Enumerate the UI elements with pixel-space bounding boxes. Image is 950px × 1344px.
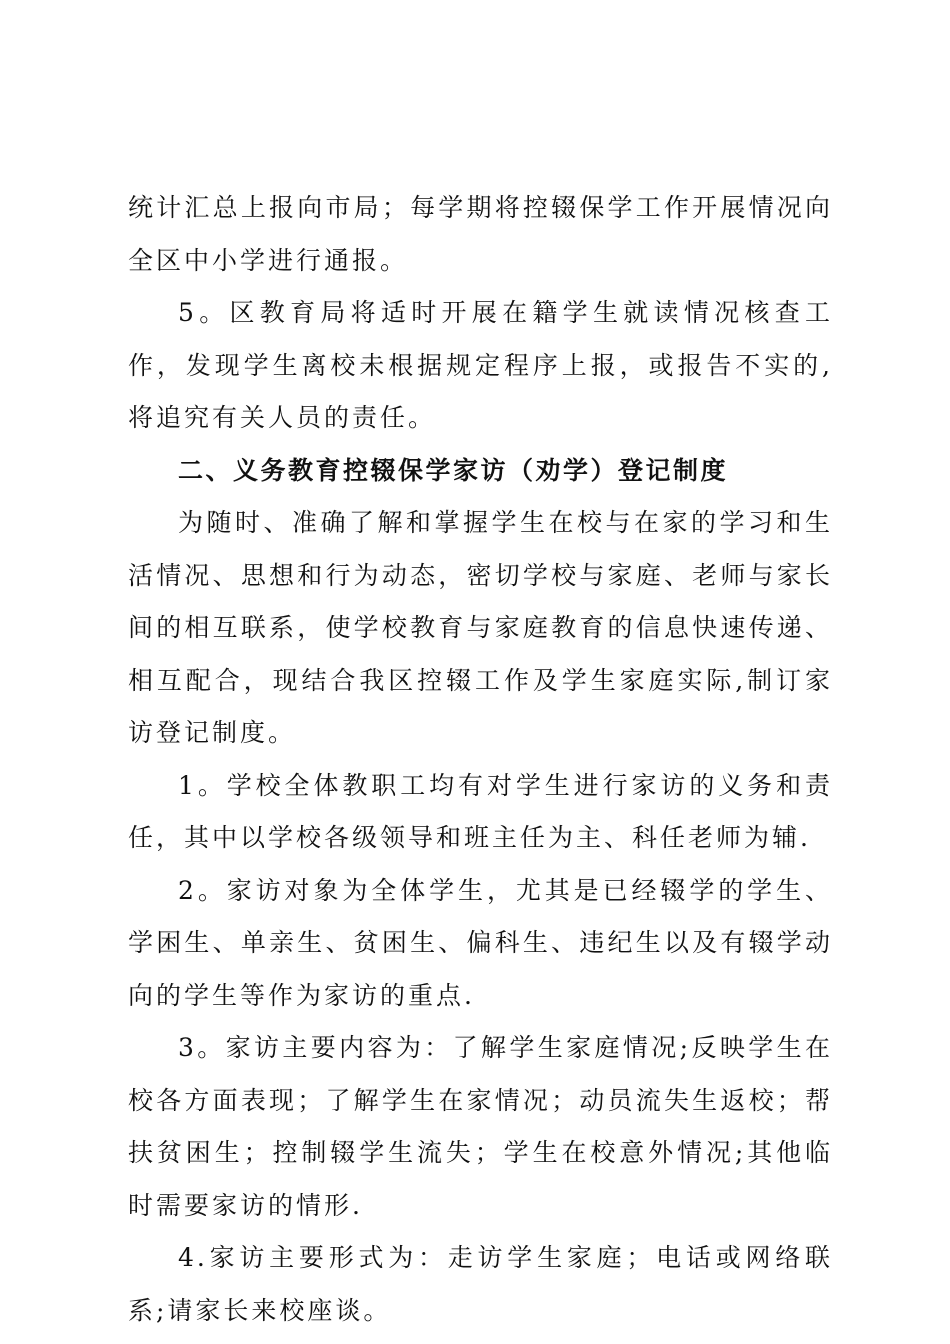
document-body (128, 182, 833, 1337)
paragraph-continuation: 统计汇总上报向市局；每学期将控辍保学工作开展情况向全区中小学进行通报。 (128, 193, 833, 275)
paragraph-item-3: 3。家访主要内容为：了解学生家庭情况;反映学生在校各方面表现；了解学生在家情况；动员流失生返校；帮扶贫困生；控制辍学生流失；学生在校意外情况;其他临时需要家访的情形. (128, 1033, 833, 1220)
paragraph-item-1: 1。学校全体教职工均有对学生进行家访的义务和责任，其中以学校各级领导和班主任为主、科任老师为辅. (128, 770, 833, 852)
section-heading: 二、义务教育控辍保学家访（劝学）登记制度 (178, 455, 729, 485)
paragraph-intro: 为随时、准确了解和掌握学生在校与在家的学习和生活情况、思想和行为动态，密切学校与家庭、老师与家长间的相互联系，使学校教育与家庭教育的信息快速传递、相互配合，现结合我区控辍工作及学生家庭实际,制订家访登记制度。 (128, 508, 833, 747)
paragraph-item-4: 4.家访主要形式为：走访学生家庭；电话或网络联系;请家长来校座谈。 (128, 1243, 833, 1325)
paragraph-item-5: 5。区教育局将适时开展在籍学生就读情况核查工作，发现学生离校未根据规定程序上报，或报告不实的,将追究有关人员的责任。 (128, 298, 833, 432)
paragraph-item-2: 2。家访对象为全体学生，尤其是已经辍学的学生、学困生、单亲生、贫困生、偏科生、违纪生以及有辍学动向的学生等作为家访的重点. (128, 875, 833, 1010)
